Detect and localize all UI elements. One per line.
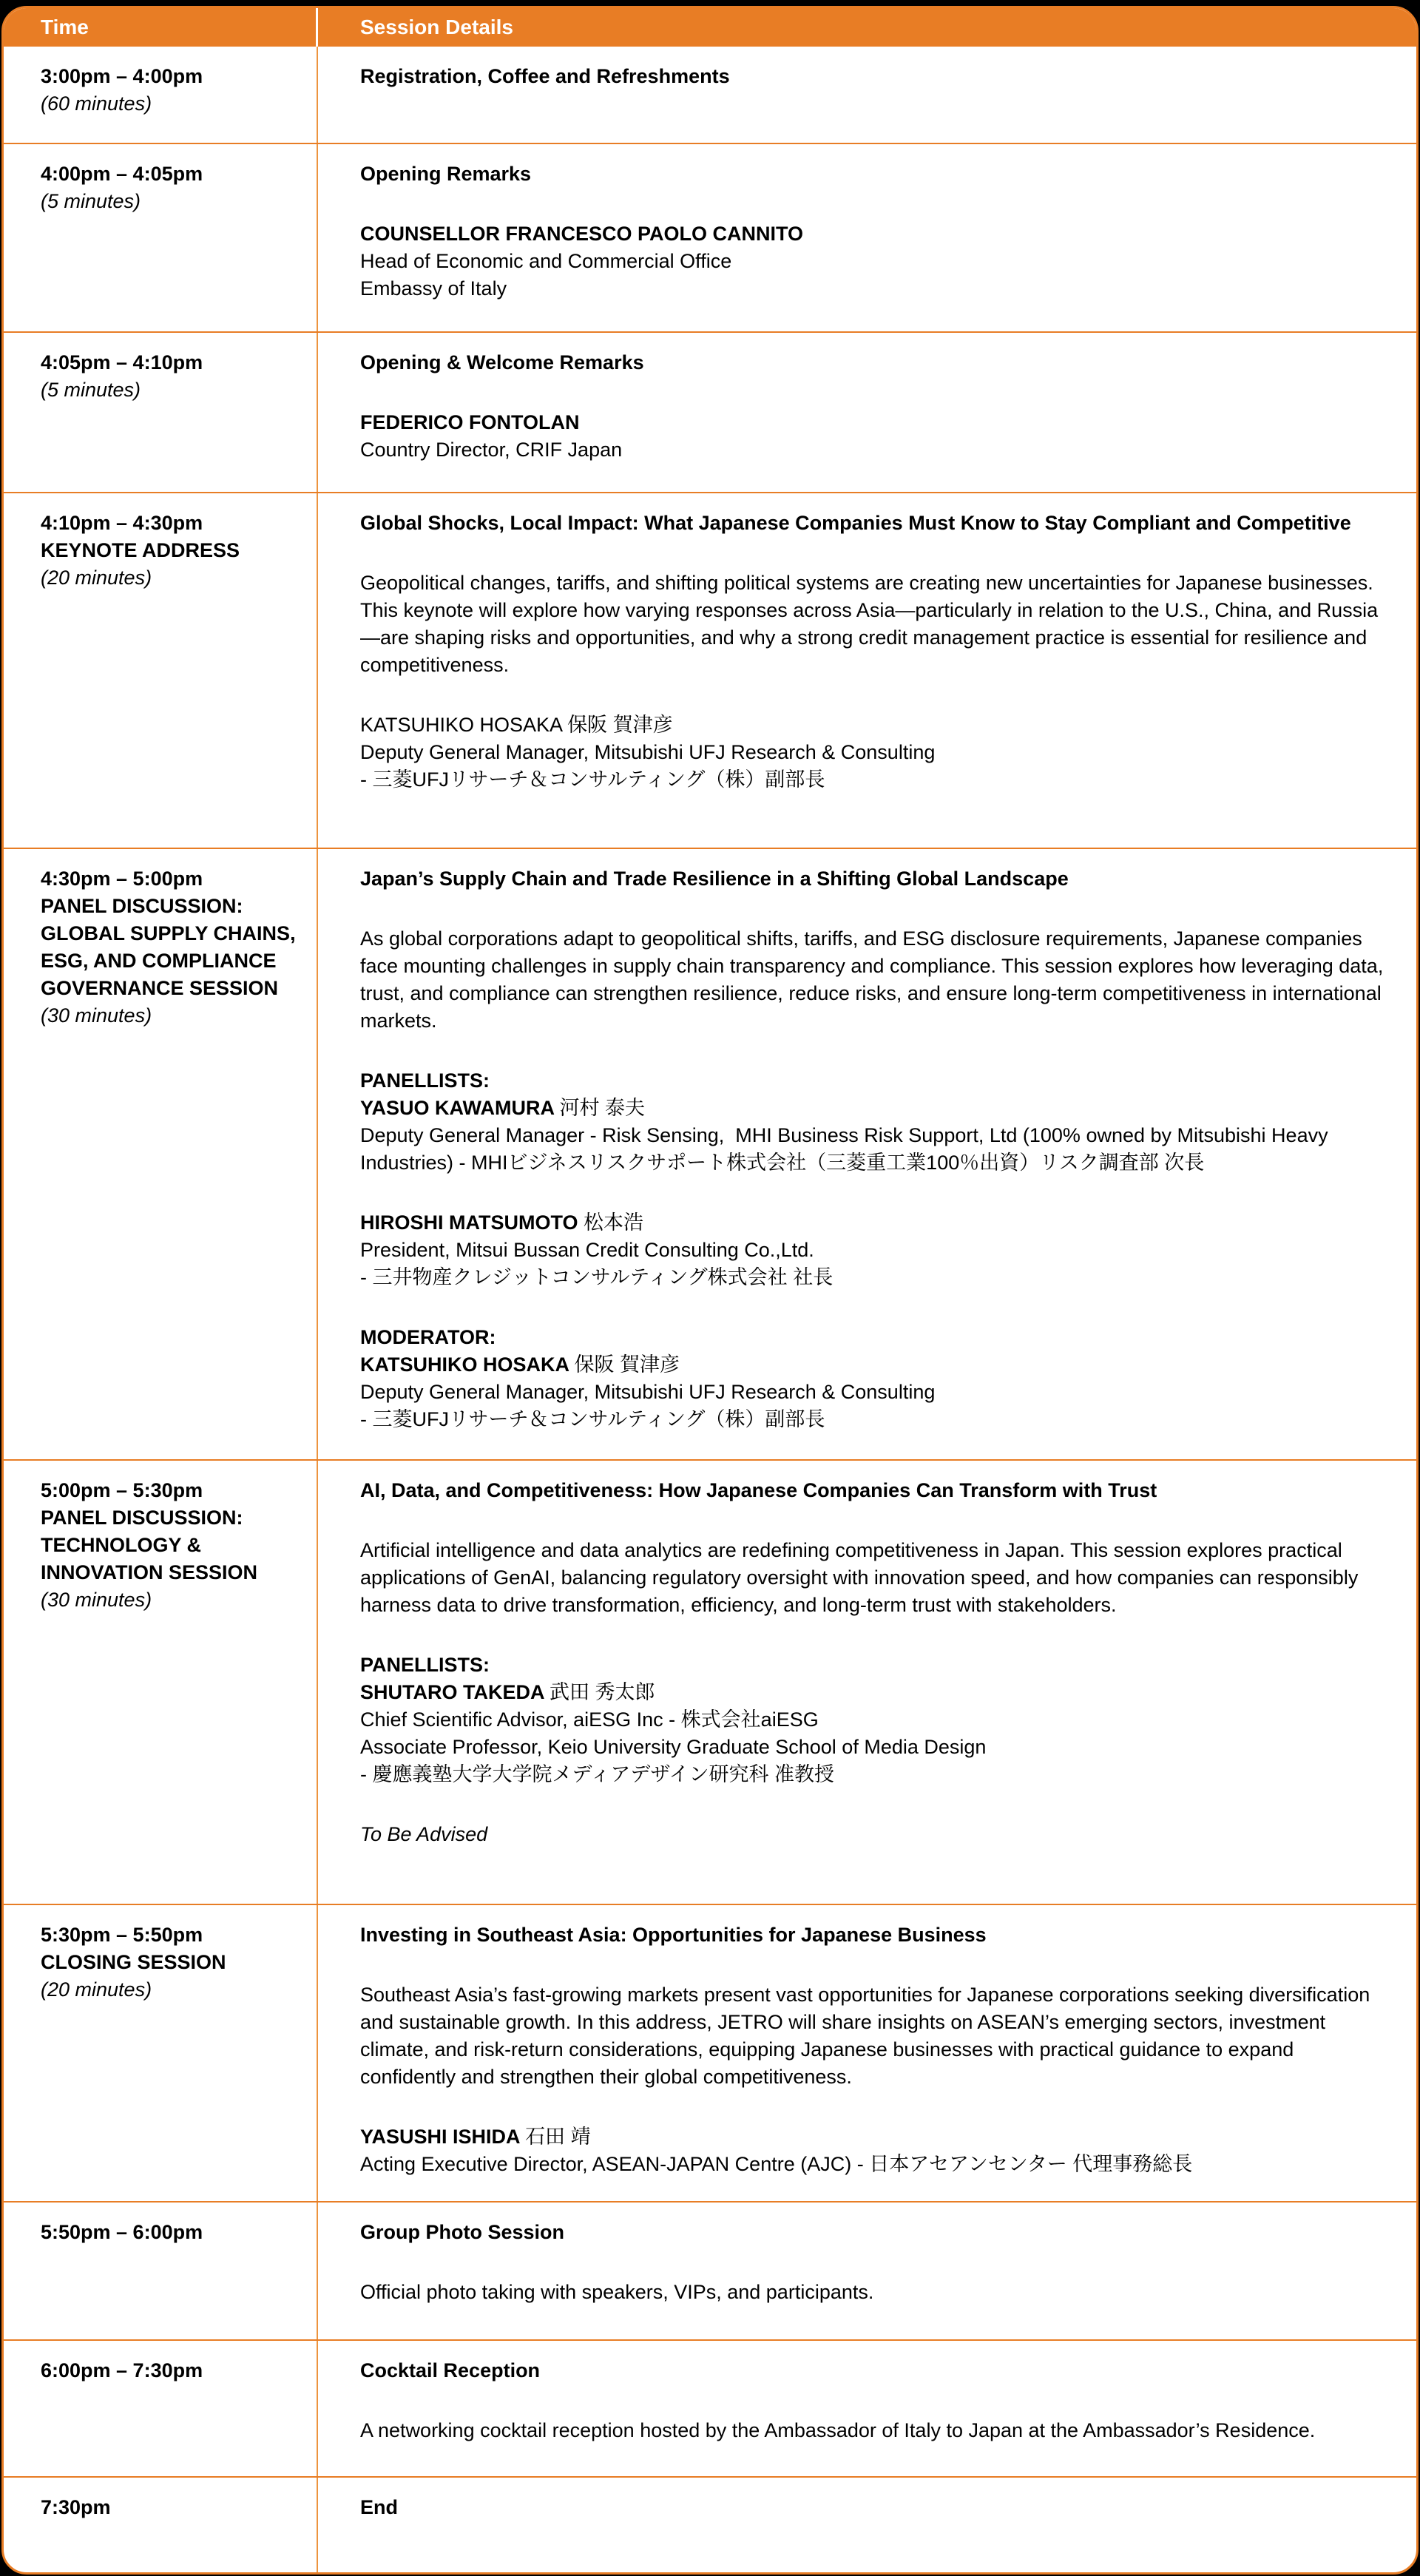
time-line [41, 947, 305, 975]
session-line [360, 2279, 1385, 2306]
session-text-block [360, 349, 1385, 376]
text-run: Head of Economic and Commercial Office [360, 250, 732, 272]
session-line [360, 1379, 1385, 1406]
text-run: 5:50pm – 6:00pm [41, 2221, 203, 2243]
text-run: - 三菱UFJリサーチ＆コンサルティング（株）副部長 [360, 1408, 825, 1430]
text-run: 7:30pm [41, 2496, 111, 2518]
text-run: 石田 靖 [525, 2126, 591, 2148]
session-text-block [360, 1477, 1385, 1504]
session-line [360, 1706, 1385, 1734]
text-run: COUNSELLOR FRANCESCO PAOLO CANNITO [360, 223, 804, 245]
time-cell [4, 47, 318, 143]
text-run: KEYNOTE ADDRESS [41, 539, 240, 561]
text-run: PANEL DISCUSSION: [41, 895, 243, 917]
text-run: Cocktail Reception [360, 2359, 541, 2381]
time-line [41, 1921, 305, 1949]
text-run: (30 minutes) [41, 1004, 152, 1027]
text-run: Japan’s Supply Chain and Trade Resilience in a Shifting Global Landscape [360, 868, 1069, 890]
session-line [360, 510, 1385, 537]
session-text-block [360, 865, 1385, 893]
session-text-block [360, 1821, 1385, 1848]
session-details-cell [318, 144, 1416, 331]
session-text-block [360, 1324, 1385, 1433]
session-line [360, 2151, 1385, 2178]
text-run: President, Mitsui Bussan Credit Consulting Co.,Ltd. [360, 1239, 814, 1261]
text-run: AI, Data, and Competitiveness: How Japanese Companies Can Transform with Trust [360, 1479, 1157, 1501]
text-run: Chief Scientific Advisor, aiESG Inc - 株式会社aiESG [360, 1708, 819, 1731]
time-cell [4, 849, 318, 1459]
time-line [41, 1976, 305, 2004]
text-run: 5:30pm – 5:50pm [41, 1924, 203, 1946]
session-line [360, 160, 1385, 188]
time-line [41, 1586, 305, 1614]
time-cell [4, 1461, 318, 1904]
text-run: 河村 泰夫 [559, 1097, 646, 1119]
text-run: KATSUHIKO HOSAKA 保阪 賀津彦 [360, 714, 673, 736]
time-line [41, 90, 305, 118]
text-run: 6:00pm – 7:30pm [41, 2359, 203, 2381]
session-line [360, 2357, 1385, 2384]
agenda-row [4, 492, 1416, 848]
time-cell [4, 333, 318, 492]
session-text-block [360, 1537, 1385, 1619]
time-line [41, 537, 305, 564]
session-line [360, 220, 1385, 248]
session-line [360, 409, 1385, 436]
time-line [41, 160, 305, 188]
text-run: PANELLISTS: [360, 1654, 490, 1676]
agenda-row [4, 2201, 1416, 2339]
session-line [360, 1981, 1385, 2091]
table-header-row [4, 8, 1416, 47]
session-line [360, 2219, 1385, 2246]
time-line [41, 1002, 305, 1030]
session-line [360, 569, 1385, 679]
session-text-block [360, 1921, 1385, 1949]
text-run: MODERATOR: [360, 1326, 496, 1348]
text-run: - 三菱UFJリサーチ＆コンサルティング（株）副部長 [360, 768, 825, 791]
time-cell [4, 2341, 318, 2476]
time-cell [4, 493, 318, 848]
session-line [360, 248, 1385, 275]
text-run: Registration, Coffee and Refreshments [360, 65, 730, 87]
text-run: End [360, 2496, 398, 2518]
time-line [41, 2219, 305, 2246]
session-line [360, 436, 1385, 464]
text-run: ESG, AND COMPLIANCE [41, 950, 277, 972]
session-line [360, 711, 1385, 739]
text-run: 4:30pm – 5:00pm [41, 868, 203, 890]
text-run: 4:00pm – 4:05pm [41, 163, 203, 185]
session-text-block [360, 1652, 1385, 1788]
time-line [41, 2494, 305, 2521]
session-line [360, 1761, 1385, 1788]
time-line [41, 63, 305, 90]
agenda-row [4, 1904, 1416, 2201]
text-run: SHUTARO TAKEDA [360, 1681, 550, 1703]
text-run: PANELLISTS: [360, 1069, 490, 1092]
session-line [360, 766, 1385, 794]
session-text-block [360, 2494, 1385, 2521]
session-details-cell [318, 2478, 1416, 2572]
text-run: 4:10pm – 4:30pm [41, 512, 203, 534]
session-text-block [360, 160, 1385, 188]
agenda-rows [4, 47, 1416, 2572]
time-line [41, 893, 305, 920]
text-run: Investing in Southeast Asia: Opportunities for Japanese Business [360, 1924, 987, 1946]
time-line [41, 564, 305, 592]
time-line [41, 865, 305, 893]
session-text-block [360, 1067, 1385, 1177]
time-line [41, 1559, 305, 1586]
text-run: Acting Executive Director, ASEAN-JAPAN Centre (AJC) - 日本アセアンセンター 代理事務総長 [360, 2153, 1193, 2175]
agenda-row [4, 1459, 1416, 1904]
text-run: 3:00pm – 4:00pm [41, 65, 203, 87]
session-line [360, 1067, 1385, 1095]
text-run: Deputy General Manager, Mitsubishi UFJ Research & Consulting [360, 741, 936, 763]
session-line [360, 1406, 1385, 1433]
text-run: (20 minutes) [41, 1978, 152, 2001]
session-text-block [360, 569, 1385, 679]
text-run: - 三井物産クレジットコンサルティング株式会社 社長 [360, 1266, 834, 1288]
text-run: Country Director, CRIF Japan [360, 439, 623, 461]
time-line [41, 1477, 305, 1504]
session-line [360, 349, 1385, 376]
text-run: CLOSING SESSION [41, 1951, 226, 1973]
text-run: (30 minutes) [41, 1589, 152, 1611]
text-run: KATSUHIKO HOSAKA [360, 1353, 575, 1376]
text-run: 4:05pm – 4:10pm [41, 351, 203, 373]
session-line [360, 1237, 1385, 1264]
agenda-row [4, 2339, 1416, 2476]
time-cell [4, 2478, 318, 2572]
text-run: Global Shocks, Local Impact: What Japanese Companies Must Know to Stay Compliant and Competitive [360, 512, 1351, 534]
time-line [41, 376, 305, 404]
session-line [360, 865, 1385, 893]
session-line [360, 1679, 1385, 1706]
session-text-block [360, 1981, 1385, 2091]
session-details-cell [318, 493, 1416, 848]
text-run: (5 minutes) [41, 190, 141, 212]
session-text-block [360, 2219, 1385, 2246]
session-details-cell [318, 1461, 1416, 1904]
session-text-block [360, 409, 1385, 464]
text-run: 5:00pm – 5:30pm [41, 1479, 203, 1501]
time-line [41, 510, 305, 537]
agenda-row [4, 2476, 1416, 2572]
session-line [360, 1095, 1385, 1122]
session-line [360, 2417, 1385, 2444]
text-run: (20 minutes) [41, 567, 152, 589]
session-text-block [360, 1209, 1385, 1291]
text-run: As global corporations adapt to geopolitical shifts, tariffs, and ESG disclosure requirements, Japanese companies face mounting challenges in supply chain transparency and compliance. This session explores how leveraging data, trust, and compliance can strengthen resilience, reduce risks, and ensure long-term competitiveness in international markets. [360, 927, 1389, 1032]
session-line [360, 2494, 1385, 2521]
text-run: HIROSHI MATSUMOTO [360, 1211, 584, 1234]
agenda-row [4, 143, 1416, 331]
time-line [41, 188, 305, 215]
agenda-table [1, 6, 1419, 2575]
session-line [360, 1921, 1385, 1949]
text-run: INNOVATION SESSION [41, 1561, 258, 1583]
text-run: 保阪 賀津彦 [574, 1353, 680, 1376]
text-run: Associate Professor, Keio University Graduate School of Media Design [360, 1736, 987, 1758]
session-text-block [360, 2123, 1385, 2178]
session-text-block [360, 63, 1385, 90]
text-run: Embassy of Italy [360, 277, 507, 300]
session-line [360, 925, 1389, 1035]
session-details-cell [318, 47, 1416, 143]
text-run: Opening Remarks [360, 163, 532, 185]
time-line [41, 1949, 305, 1976]
text-run: Opening & Welcome Remarks [360, 351, 644, 373]
time-line [41, 349, 305, 376]
session-details-cell [318, 1905, 1416, 2201]
session-line [360, 1264, 1385, 1291]
text-run: 松本浩 [584, 1211, 643, 1234]
text-run: A networking cocktail reception hosted by the Ambassador of Italy to Japan at the Ambassador’s Residence. [360, 2419, 1316, 2441]
text-run: GLOBAL SUPPLY CHAINS, [41, 922, 296, 944]
time-cell [4, 2203, 318, 2339]
session-line [360, 1324, 1385, 1351]
text-run: FEDERICO FONTOLAN [360, 411, 580, 433]
time-line [41, 2357, 305, 2384]
text-run: YASUSHI ISHIDA [360, 2126, 526, 2148]
session-line [360, 1477, 1385, 1504]
session-line [360, 1209, 1385, 1237]
session-text-block [360, 711, 1385, 794]
session-details-cell [318, 333, 1416, 492]
session-details-cell [318, 2341, 1416, 2476]
time-line [41, 920, 305, 947]
session-line [360, 275, 1385, 302]
session-line [360, 739, 1385, 766]
text-run: PANEL DISCUSSION: [41, 1507, 243, 1529]
session-text-block [360, 2357, 1385, 2384]
column-header-session-details: Session Details [360, 16, 513, 38]
session-details-cell [318, 849, 1416, 1459]
text-run: (60 minutes) [41, 92, 152, 115]
session-line [360, 63, 1385, 90]
time-cell [4, 144, 318, 331]
time-line [41, 1504, 305, 1532]
time-line [41, 975, 305, 1002]
agenda-row [4, 848, 1416, 1459]
text-run: Group Photo Session [360, 2221, 565, 2243]
session-line [360, 1821, 1385, 1848]
session-line [360, 1652, 1385, 1679]
time-cell [4, 1905, 318, 2201]
text-run: To Be Advised [360, 1823, 488, 1845]
session-line [360, 1537, 1385, 1619]
text-run: Geopolitical changes, tariffs, and shifting political systems are creating new uncertainties for Japanese businesses. This keynote will explore how varying responses across Asia—particularly in relation to the U.S., China, and Russia—are shaping risks and opportunities, and why a strong credit management practice is essential for resilience and competitiveness. [360, 572, 1379, 676]
session-line [360, 1734, 1385, 1761]
session-text-block [360, 510, 1385, 537]
column-header-time: Time [4, 8, 318, 47]
text-run: - 慶應義塾大学大学院メディアデザイン研究科 准教授 [360, 1763, 834, 1785]
session-text-block [360, 220, 1385, 302]
text-run: Artificial intelligence and data analytics are redefining competitiveness in Japan. This session explores practical applications of GenAI, balancing regulatory oversight with innovation speed, and how companies can responsibly harness data to drive transformation, efficiency, and long-term trust with stakeholders. [360, 1539, 1364, 1616]
session-text-block [360, 2279, 1385, 2306]
text-run: (5 minutes) [41, 379, 141, 401]
text-run: Deputy General Manager - Risk Sensing, MHI Business Risk Support, Ltd (100% owned by Mitsubishi Heavy Industries) - MHIビジネスリスクサポート株式会社（三菱重工業100％出資）リスク調査部 次長 [360, 1124, 1334, 1174]
session-details-cell [318, 2203, 1416, 2339]
session-line [360, 1122, 1385, 1177]
session-text-block [360, 925, 1389, 1035]
agenda-row [4, 47, 1416, 143]
text-run: TECHNOLOGY & [41, 1534, 202, 1556]
agenda-row [4, 331, 1416, 492]
text-run: Southeast Asia’s fast-growing markets present vast opportunities for Japanese corporations seeking diversification and sustainable growth. In this address, JETRO will share insights on ASEAN’s emerging sectors, investment climate, and risk-return considerations, equipping Japanese businesses with practical guidance to expand confidently and strengthen their global competitiveness. [360, 1984, 1376, 2088]
text-run: 武田 秀太郎 [550, 1681, 655, 1703]
text-run: Deputy General Manager, Mitsubishi UFJ Research & Consulting [360, 1381, 936, 1403]
time-line [41, 1532, 305, 1559]
session-line [360, 1351, 1385, 1379]
session-text-block [360, 2417, 1385, 2444]
text-run: GOVERNANCE SESSION [41, 977, 279, 999]
session-line [360, 2123, 1385, 2151]
text-run: Official photo taking with speakers, VIPs, and participants. [360, 2281, 874, 2303]
text-run: YASUO KAWAMURA [360, 1097, 560, 1119]
